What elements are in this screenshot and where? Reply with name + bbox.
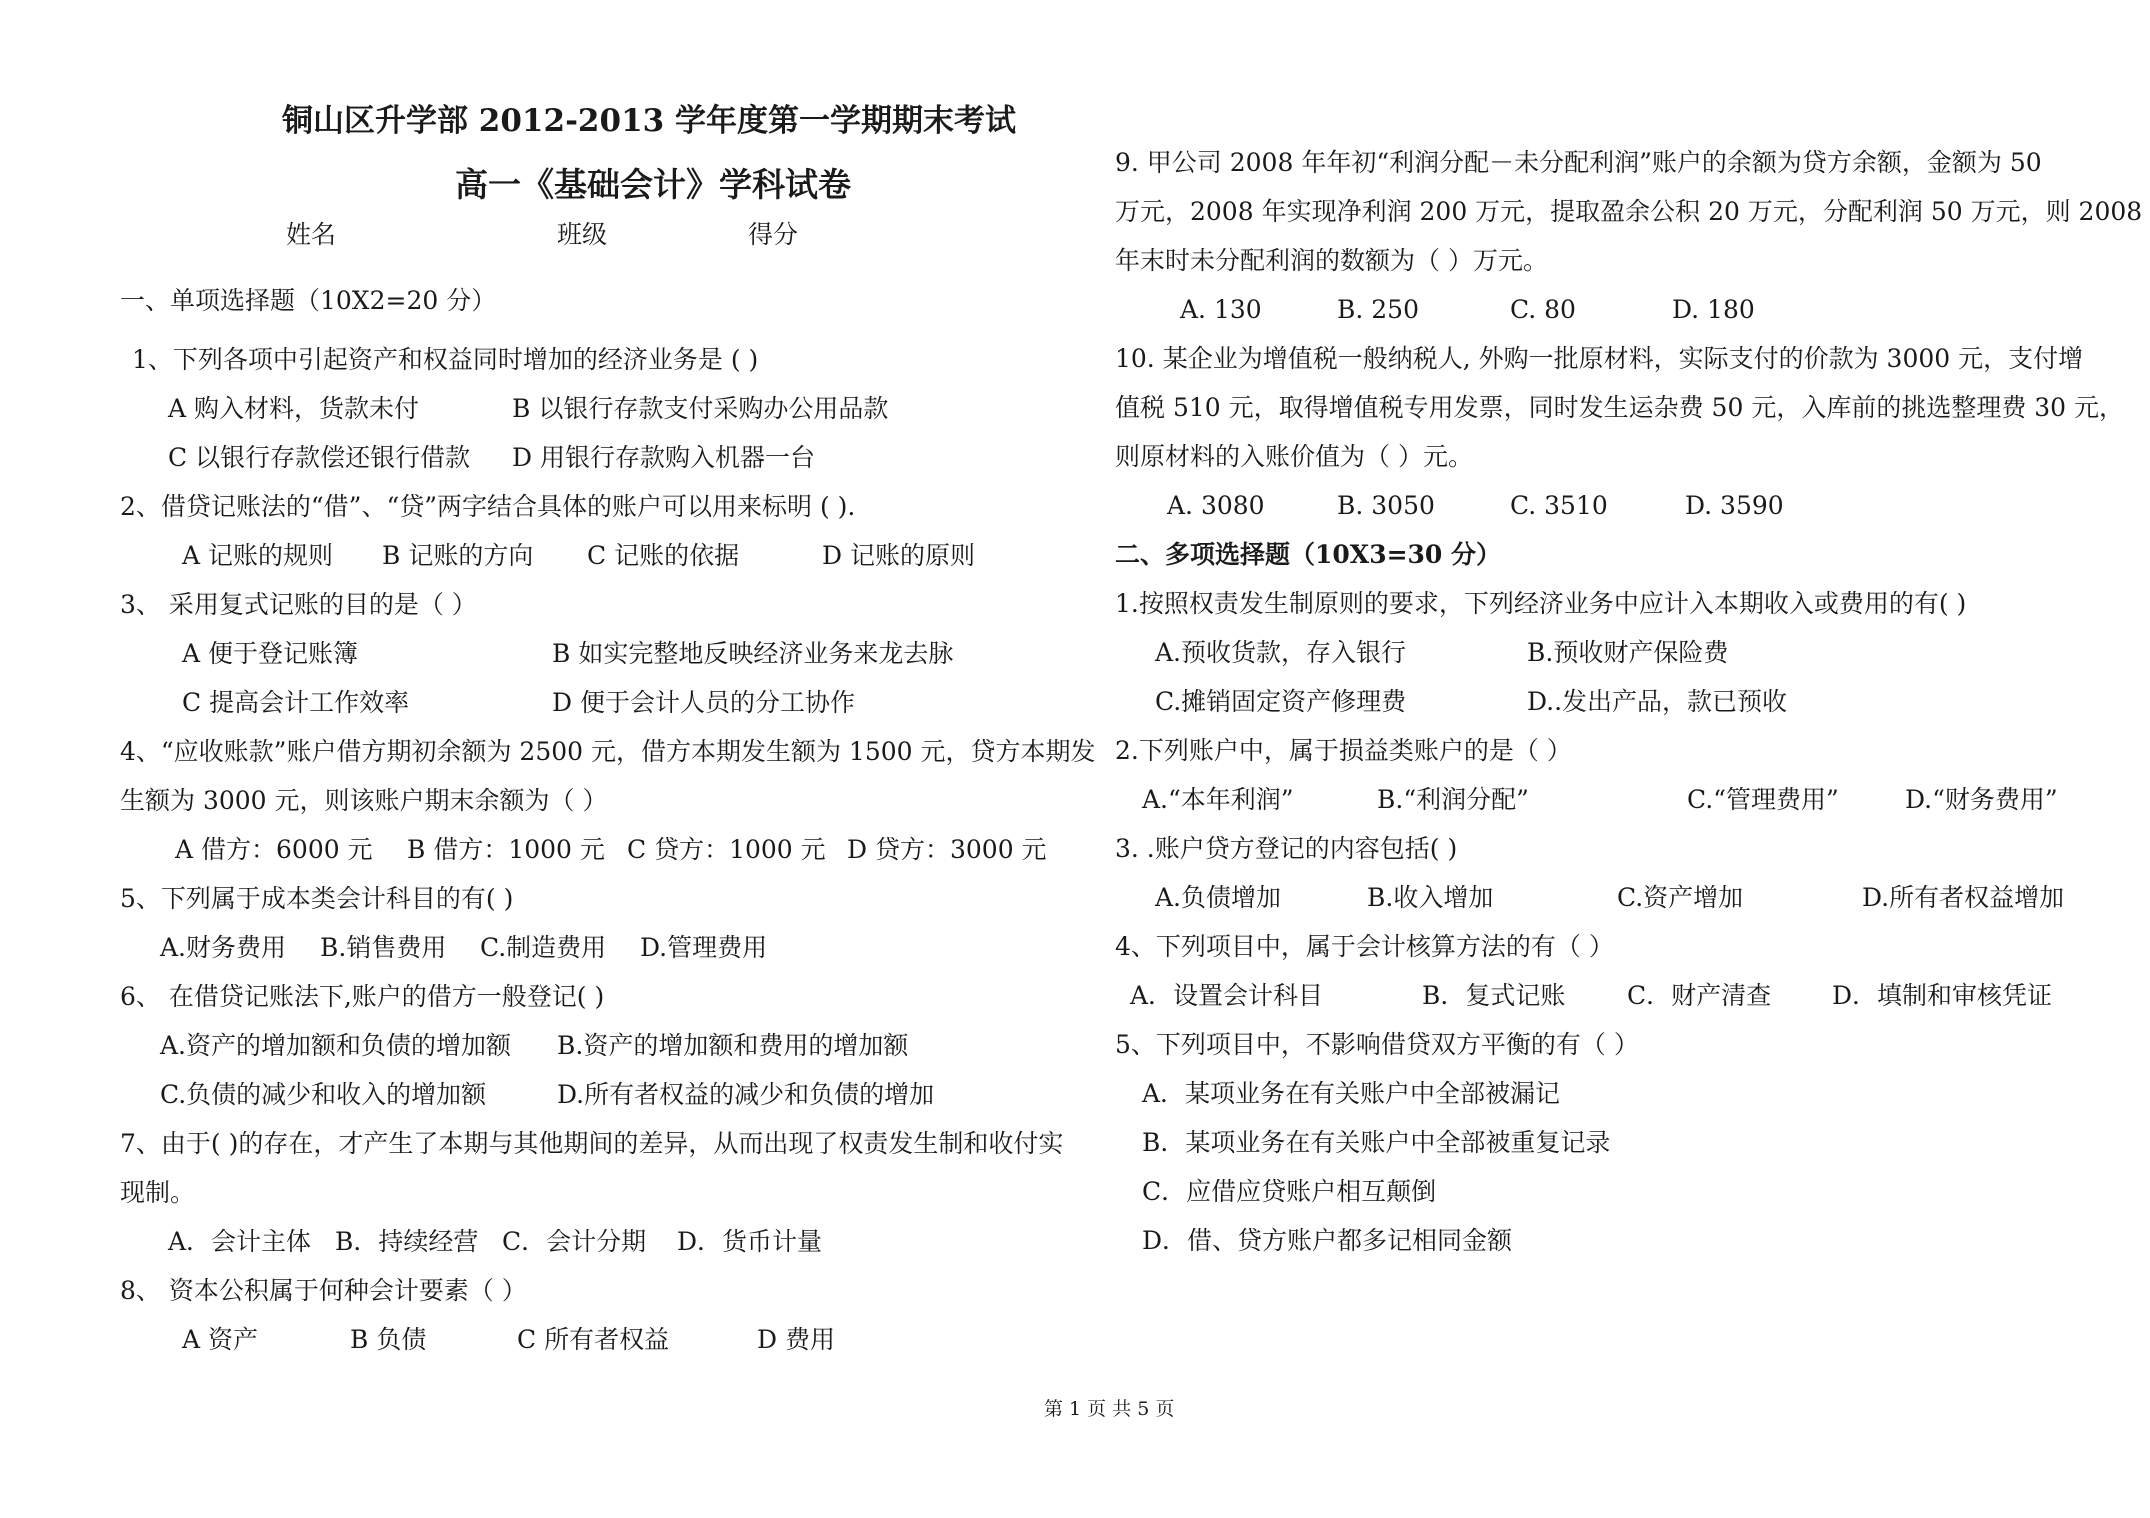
q6-option-a: A.资产的增加额和负债的增加额 xyxy=(160,1031,512,1060)
q5-option-a: A.财务费用 xyxy=(160,933,287,962)
m2-stem: 2.下列账户中，属于损益类账户的是（ ） xyxy=(1115,736,1572,765)
m3-option-d: D.所有者权益增加 xyxy=(1862,883,2065,912)
q9-option-c: C. 80 xyxy=(1510,295,1576,324)
q7-option-d: D．货币计量 xyxy=(677,1227,823,1256)
q9-stem-line2: 万元，2008 年实现净利润 200 万元，提取盈余公积 20 万元，分配利润 50 万元，则 2008 xyxy=(1115,197,2143,226)
q9-option-a: A. 130 xyxy=(1180,295,1262,324)
m4-option-a: A．设置会计科目 xyxy=(1130,981,1324,1010)
m3-stem: 3. .账户贷方登记的内容包括( ) xyxy=(1115,834,1458,863)
m1-option-a: A.预收货款，存入银行 xyxy=(1155,638,1407,667)
q3-stem: 3、 采用复式记账的目的是（ ） xyxy=(120,590,477,619)
q10-option-c: C. 3510 xyxy=(1510,491,1608,520)
name-label: 姓名 xyxy=(286,220,337,249)
q7-option-b: B．持续经营 xyxy=(335,1227,479,1256)
q1-stem: 1、下列各项中引起资产和权益同时增加的经济业务是 ( ) xyxy=(132,345,759,374)
q6-option-d: D.所有者权益的减少和负债的增加 xyxy=(557,1080,935,1109)
q9-option-b: B. 250 xyxy=(1337,295,1419,324)
q10-stem-line1: 10. 某企业为增值税一般纳税人, 外购一批原材料，实际支付的价款为 3000 元，支付增 xyxy=(1115,344,2084,373)
q1-option-a: A 购入材料，货款未付 xyxy=(168,394,420,423)
m5-option-c: C．应借应贷账户相互颠倒 xyxy=(1142,1177,1437,1206)
q10-option-d: D. 3590 xyxy=(1685,491,1784,520)
q8-stem: 8、 资本公积属于何种会计要素（ ） xyxy=(120,1276,527,1305)
m4-option-c: C．财产清查 xyxy=(1627,981,1772,1010)
q7-stem-line2: 现制。 xyxy=(120,1178,196,1207)
m4-option-b: B．复式记账 xyxy=(1422,981,1566,1010)
m5-option-b: B．某项业务在有关账户中全部被重复记录 xyxy=(1142,1128,1611,1157)
q7-option-a: A．会计主体 xyxy=(168,1227,312,1256)
m5-stem: 5、下列项目中，不影响借贷双方平衡的有（ ） xyxy=(1115,1030,1639,1059)
section1-title: 一、单项选择题（10X2=20 分） xyxy=(120,286,497,315)
m2-option-c: C.“管理费用” xyxy=(1687,785,1839,814)
score-label: 得分 xyxy=(748,220,799,249)
m3-option-c: C.资产增加 xyxy=(1617,883,1744,912)
q4-option-a: A 借方：6000 元 xyxy=(175,835,373,864)
q5-stem: 5、下列属于成本类会计科目的有( ) xyxy=(120,884,514,913)
q9-stem-line3: 年末时未分配利润的数额为（ ）万元。 xyxy=(1115,246,1548,275)
m1-stem: 1.按照权责发生制原则的要求，下列经济业务中应计入本期收入或费用的有( ) xyxy=(1115,589,1967,618)
q4-option-d: D 贷方：3000 元 xyxy=(847,835,1047,864)
q6-stem: 6、 在借贷记账法下,账户的借方一般登记( ) xyxy=(120,982,605,1011)
m2-option-b: B.“利润分配” xyxy=(1377,785,1529,814)
q3-option-d: D 便于会计人员的分工协作 xyxy=(552,688,855,717)
q9-option-d: D. 180 xyxy=(1672,295,1755,324)
m2-option-d: D.“财务费用” xyxy=(1905,785,2058,814)
m2-option-a: A.“本年利润” xyxy=(1142,785,1294,814)
section2-title: 二、多项选择题（10X3=30 分） xyxy=(1115,540,1502,569)
q1-option-b: B 以银行存款支付采购办公用品款 xyxy=(512,394,889,423)
q2-stem: 2、借贷记账法的“借”、“贷”两字结合具体的账户可以用来标明 ( ). xyxy=(120,492,856,521)
q7-option-c: C．会计分期 xyxy=(502,1227,647,1256)
m4-stem: 4、下列项目中，属于会计核算方法的有（ ） xyxy=(1115,932,1614,961)
q5-option-c: C.制造费用 xyxy=(480,933,607,962)
m5-option-a: A．某项业务在有关账户中全部被漏记 xyxy=(1142,1079,1561,1108)
q8-option-c: C 所有者权益 xyxy=(517,1325,670,1354)
q5-option-b: B.销售费用 xyxy=(320,933,447,962)
q4-stem-line2: 生额为 3000 元，则该账户期末余额为（ ） xyxy=(120,786,608,815)
q2-option-d: D 记账的原则 xyxy=(822,541,975,570)
q4-option-b: B 借方：1000 元 xyxy=(407,835,605,864)
q8-option-b: B 负债 xyxy=(350,1325,427,1354)
exam-subtitle: 高一《基础会计》学科试卷 xyxy=(455,165,851,204)
q3-option-a: A 便于登记账簿 xyxy=(182,639,359,668)
q4-option-c: C 贷方：1000 元 xyxy=(627,835,826,864)
q6-option-c: C.负债的减少和收入的增加额 xyxy=(160,1080,487,1109)
q2-option-c: C 记账的依据 xyxy=(587,541,740,570)
q8-option-a: A 资产 xyxy=(182,1325,259,1354)
q1-option-d: D 用银行存款购入机器一台 xyxy=(512,443,815,472)
class-label: 班级 xyxy=(557,220,608,249)
m4-option-d: D．填制和审核凭证 xyxy=(1832,981,2053,1010)
q1-option-c: C 以银行存款偿还银行借款 xyxy=(168,443,471,472)
q3-option-b: B 如实完整地反映经济业务来龙去脉 xyxy=(552,639,954,668)
m5-option-d: D．借、贷方账户都多记相同金额 xyxy=(1142,1226,1513,1255)
q2-option-b: B 记账的方向 xyxy=(382,541,534,570)
q4-stem-line1: 4、“应收账款”账户借方期初余额为 2500 元，借方本期发生额为 1500 元，贷方本期发 xyxy=(120,737,1096,766)
exam-title: 铜山区升学部 2012-2013 学年度第一学期期末考试 xyxy=(282,103,1017,139)
q10-stem-line3: 则原材料的入账价值为（ ）元。 xyxy=(1115,442,1473,471)
q10-stem-line2: 值税 510 元，取得增值税专用发票，同时发生运杂费 50 元，入库前的挑选整理费 30 元， xyxy=(1115,393,2125,422)
m1-option-b: B.预收财产保险费 xyxy=(1527,638,1729,667)
q5-option-d: D.管理费用 xyxy=(640,933,768,962)
m1-option-d: D..发出产品，款已预收 xyxy=(1527,687,1788,716)
m3-option-b: B.收入增加 xyxy=(1367,883,1494,912)
m1-option-c: C.摊销固定资产修理费 xyxy=(1155,687,1407,716)
q2-option-a: A 记账的规则 xyxy=(182,541,334,570)
q10-option-a: A. 3080 xyxy=(1167,491,1265,520)
page-number: 第 1 页 共 5 页 xyxy=(1044,1398,1175,1420)
q6-option-b: B.资产的增加额和费用的增加额 xyxy=(557,1031,909,1060)
q9-stem-line1: 9. 甲公司 2008 年年初“利润分配－未分配利润”账户的余额为贷方余额，金额为 50 xyxy=(1115,148,2042,177)
q3-option-c: C 提高会计工作效率 xyxy=(182,688,410,717)
m3-option-a: A.负债增加 xyxy=(1155,883,1282,912)
q7-stem-line1: 7、由于( )的存在，才产生了本期与其他期间的差异，从而出现了权责发生制和收付实 xyxy=(120,1129,1064,1158)
q8-option-d: D 费用 xyxy=(757,1325,835,1354)
q10-option-b: B. 3050 xyxy=(1337,491,1435,520)
